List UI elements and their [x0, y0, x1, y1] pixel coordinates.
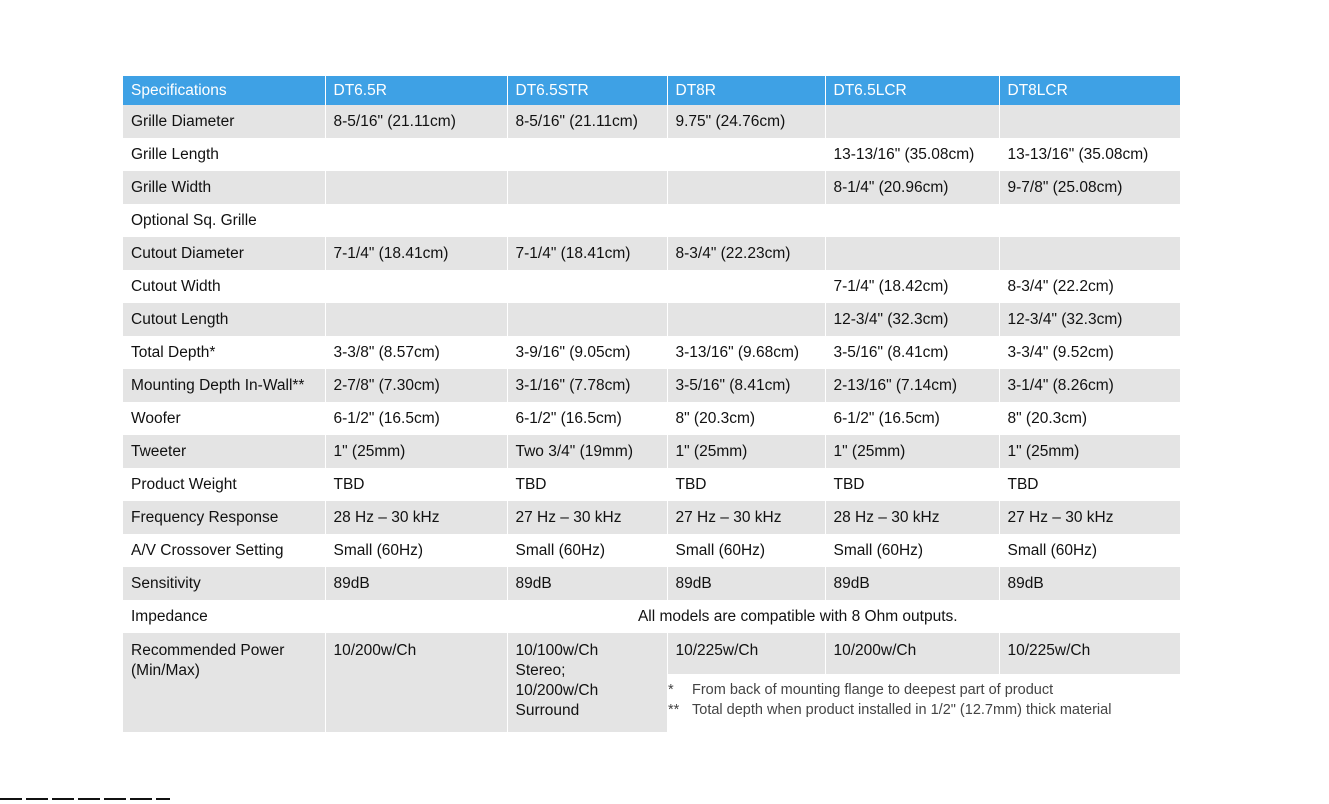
- spec-cell: [825, 105, 999, 138]
- spec-cell: [825, 204, 999, 237]
- power-cell: 10/225w/Ch: [999, 633, 1180, 674]
- spec-cell: Small (60Hz): [667, 534, 825, 567]
- spec-cell: 28 Hz – 30 kHz: [325, 501, 507, 534]
- spec-cell: 12-3/4" (32.3cm): [825, 303, 999, 336]
- spec-cell: 9-7/8" (25.08cm): [999, 171, 1180, 204]
- spec-cell: Small (60Hz): [825, 534, 999, 567]
- spec-cell: 8-5/16" (21.11cm): [325, 105, 507, 138]
- spec-cell: 27 Hz – 30 kHz: [667, 501, 825, 534]
- spec-cell: [667, 138, 825, 171]
- spec-cell: Small (60Hz): [507, 534, 667, 567]
- spec-cell: 3-5/16" (8.41cm): [667, 369, 825, 402]
- spec-cell: [507, 138, 667, 171]
- spec-cell: [325, 270, 507, 303]
- row-label: Cutout Width: [123, 270, 325, 303]
- table-row: [123, 567, 1180, 600]
- spec-cell: 3-1/4" (8.26cm): [999, 369, 1180, 402]
- spec-cell: 13-13/16" (35.08cm): [825, 138, 999, 171]
- spec-cell: 6-1/2" (16.5cm): [325, 402, 507, 435]
- footnote-text: From back of mounting flange to deepest part of product: [692, 682, 1054, 698]
- spec-cell: 8-3/4" (22.2cm): [999, 270, 1180, 303]
- row-label: Recommended Power (Min/Max): [123, 633, 325, 732]
- spec-cell: 3-3/8" (8.57cm): [325, 336, 507, 369]
- spec-cell: 6-1/2" (16.5cm): [825, 402, 999, 435]
- spec-cell: [999, 237, 1180, 270]
- spec-cell: [325, 171, 507, 204]
- spec-cell: 27 Hz – 30 kHz: [999, 501, 1180, 534]
- spec-cell: [507, 270, 667, 303]
- table-row: [123, 204, 1180, 237]
- table-row: [123, 105, 1180, 138]
- spec-cell: 89dB: [325, 567, 507, 600]
- spec-cell: 89dB: [507, 567, 667, 600]
- table-row: [123, 369, 1180, 402]
- spec-cell: [999, 204, 1180, 237]
- spec-cell: 3-5/16" (8.41cm): [825, 336, 999, 369]
- spec-cell: 3-1/16" (7.78cm): [507, 369, 667, 402]
- column-header-dt6-5r: DT6.5R: [325, 76, 507, 105]
- footnote-mark: *: [668, 682, 674, 698]
- spec-cell: [325, 138, 507, 171]
- spec-cell: [507, 204, 667, 237]
- column-header-dt6-5str: DT6.5STR: [507, 76, 667, 105]
- row-label: Total Depth*: [123, 336, 325, 369]
- row-label: Tweeter: [123, 435, 325, 468]
- spec-cell: 1" (25mm): [325, 435, 507, 468]
- header-row: [123, 76, 1180, 105]
- power-row: [123, 633, 1180, 674]
- row-label: A/V Crossover Setting: [123, 534, 325, 567]
- row-label: Grille Width: [123, 171, 325, 204]
- row-label: Grille Diameter: [123, 105, 325, 138]
- spec-cell: 89dB: [825, 567, 999, 600]
- spec-cell: Small (60Hz): [999, 534, 1180, 567]
- spec-cell: 8-5/16" (21.11cm): [507, 105, 667, 138]
- spec-cell: 3-3/4" (9.52cm): [999, 336, 1180, 369]
- power-cell: 10/200w/Ch: [825, 633, 999, 674]
- spec-cell: [667, 270, 825, 303]
- spec-cell: 3-9/16" (9.05cm): [507, 336, 667, 369]
- row-label: Optional Sq. Grille: [123, 204, 325, 237]
- spec-table: [123, 76, 1180, 732]
- spec-cell: [325, 204, 507, 237]
- spec-cell: 3-13/16" (9.68cm): [667, 336, 825, 369]
- row-label: Woofer: [123, 402, 325, 435]
- impedance-row: [123, 600, 1180, 633]
- spec-cell: 1" (25mm): [825, 435, 999, 468]
- table-row: [123, 171, 1180, 204]
- power-cell: 10/100w/Ch Stereo; 10/200w/Ch Surround: [507, 633, 667, 732]
- table-row: [123, 336, 1180, 369]
- column-header-dt8lcr: DT8LCR: [999, 76, 1180, 105]
- row-label: Sensitivity: [123, 567, 325, 600]
- spec-cell: [999, 105, 1180, 138]
- row-label: Grille Length: [123, 138, 325, 171]
- spec-cell: 13-13/16" (35.08cm): [999, 138, 1180, 171]
- spec-cell: 12-3/4" (32.3cm): [999, 303, 1180, 336]
- spec-cell: 8-1/4" (20.96cm): [825, 171, 999, 204]
- spec-cell: 8-3/4" (22.23cm): [667, 237, 825, 270]
- table-row: [123, 270, 1180, 303]
- spec-cell: 8" (20.3cm): [667, 402, 825, 435]
- table-row: [123, 402, 1180, 435]
- column-header-dt6-5lcr: DT6.5LCR: [825, 76, 999, 105]
- spec-cell: 27 Hz – 30 kHz: [507, 501, 667, 534]
- spec-cell: 2-7/8" (7.30cm): [325, 369, 507, 402]
- spec-cell: Two 3/4" (19mm): [507, 435, 667, 468]
- power-cell: 10/225w/Ch: [667, 633, 825, 674]
- footnote-item: [668, 680, 1180, 700]
- column-header-dt8r: DT8R: [667, 76, 825, 105]
- table-row: [123, 468, 1180, 501]
- spec-cell: 6-1/2" (16.5cm): [507, 402, 667, 435]
- table-row: [123, 138, 1180, 171]
- spec-cell: TBD: [825, 468, 999, 501]
- spec-cell: 28 Hz – 30 kHz: [825, 501, 999, 534]
- spec-cell: 1" (25mm): [999, 435, 1180, 468]
- row-label: Product Weight: [123, 468, 325, 501]
- spec-cell: 2-13/16" (7.14cm): [825, 369, 999, 402]
- footnote-text: Total depth when product installed in 1/2" (12.7mm) thick material: [692, 702, 1112, 718]
- spec-cell: 7-1/4" (18.42cm): [825, 270, 999, 303]
- spec-cell: 89dB: [999, 567, 1180, 600]
- spec-cell: TBD: [999, 468, 1180, 501]
- spec-cell: TBD: [325, 468, 507, 501]
- table-row: [123, 237, 1180, 270]
- spec-cell: 7-1/4" (18.41cm): [507, 237, 667, 270]
- spec-cell: [507, 171, 667, 204]
- footnote-mark: **: [668, 702, 680, 718]
- spec-cell: 9.75" (24.76cm): [667, 105, 825, 138]
- spec-cell: 8" (20.3cm): [999, 402, 1180, 435]
- row-label: Impedance: [123, 600, 325, 633]
- table-row: [123, 501, 1180, 534]
- spec-cell: [507, 303, 667, 336]
- spec-cell: TBD: [667, 468, 825, 501]
- row-label: Frequency Response: [123, 501, 325, 534]
- spec-cell: 89dB: [667, 567, 825, 600]
- footnote-item: [668, 700, 1180, 720]
- spec-cell: [825, 237, 999, 270]
- power-cell: 10/200w/Ch: [325, 633, 507, 732]
- spec-cell: [667, 204, 825, 237]
- spec-cell: 1" (25mm): [667, 435, 825, 468]
- column-header-specifications: Specifications: [123, 76, 325, 105]
- spec-cell: TBD: [507, 468, 667, 501]
- spec-cell: [325, 303, 507, 336]
- spec-cell: Small (60Hz): [325, 534, 507, 567]
- spec-cell: [667, 171, 825, 204]
- spec-cell: [667, 303, 825, 336]
- table-row: [123, 303, 1180, 336]
- bottom-rule: [0, 798, 170, 800]
- row-label: Mounting Depth In-Wall**: [123, 369, 325, 402]
- table-row: [123, 435, 1180, 468]
- row-label: Cutout Diameter: [123, 237, 325, 270]
- row-label: Cutout Length: [123, 303, 325, 336]
- footnotes: [668, 680, 1180, 720]
- impedance-note: All models are compatible with 8 Ohm outputs.: [325, 600, 1180, 633]
- table-row: [123, 534, 1180, 567]
- spec-cell: 7-1/4" (18.41cm): [325, 237, 507, 270]
